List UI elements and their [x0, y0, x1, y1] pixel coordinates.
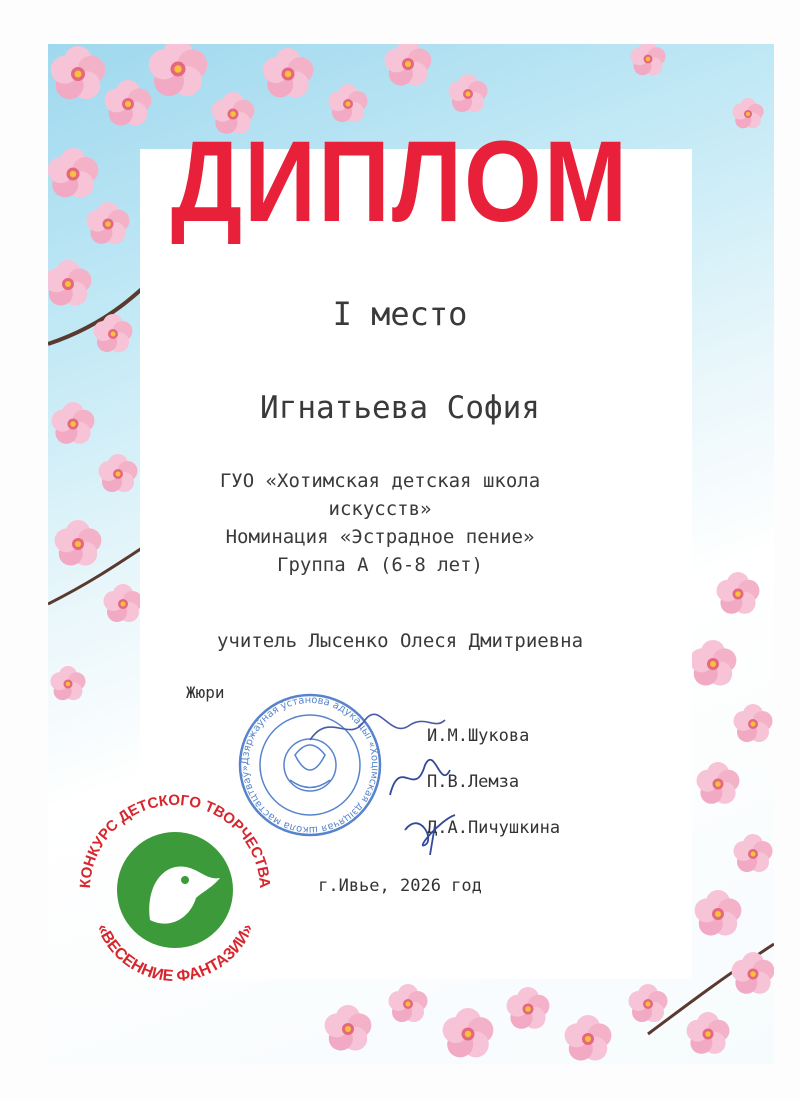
school-info [130, 467, 630, 579]
place-text: I место [332, 295, 468, 333]
logo-bottom-text: «ВЕСЕННИЕ ФАНТАЗИИ» [93, 921, 257, 986]
signature-3 [395, 800, 475, 860]
jury-member-1: И.М.Шукова [427, 726, 530, 746]
jury-member-2: П.В.Лемза [427, 772, 520, 792]
jury-label: Жюри [186, 683, 225, 702]
school-line-1: ГУО «Хотимская детская школа [219, 470, 541, 492]
winner-name: Игнатьева София [260, 390, 540, 426]
teacher-line: учитель Лысенко Олеся Дмитриевна [216, 630, 584, 652]
age-group: Группа А (6-8 лет) [277, 554, 483, 576]
diploma-title: ДИПЛОМ [170, 117, 630, 247]
school-line-2: искусств» [328, 498, 432, 520]
signature-2 [380, 745, 460, 805]
jury-member-3: Д.А.Пичушкина [427, 818, 561, 838]
place-date: г.Ивье, 2026 год [318, 876, 482, 896]
nomination: Номинация «Эстрадное пение» [225, 526, 535, 548]
stamp-text: Дзяржаўная ўстанова адукацыі «Хоцімская дзіцячая школа мастацтваў» [239, 694, 381, 836]
logo-top-text: КОНКУРС ДЕТСКОГО ТВОРЧЕСТВА [76, 791, 274, 889]
